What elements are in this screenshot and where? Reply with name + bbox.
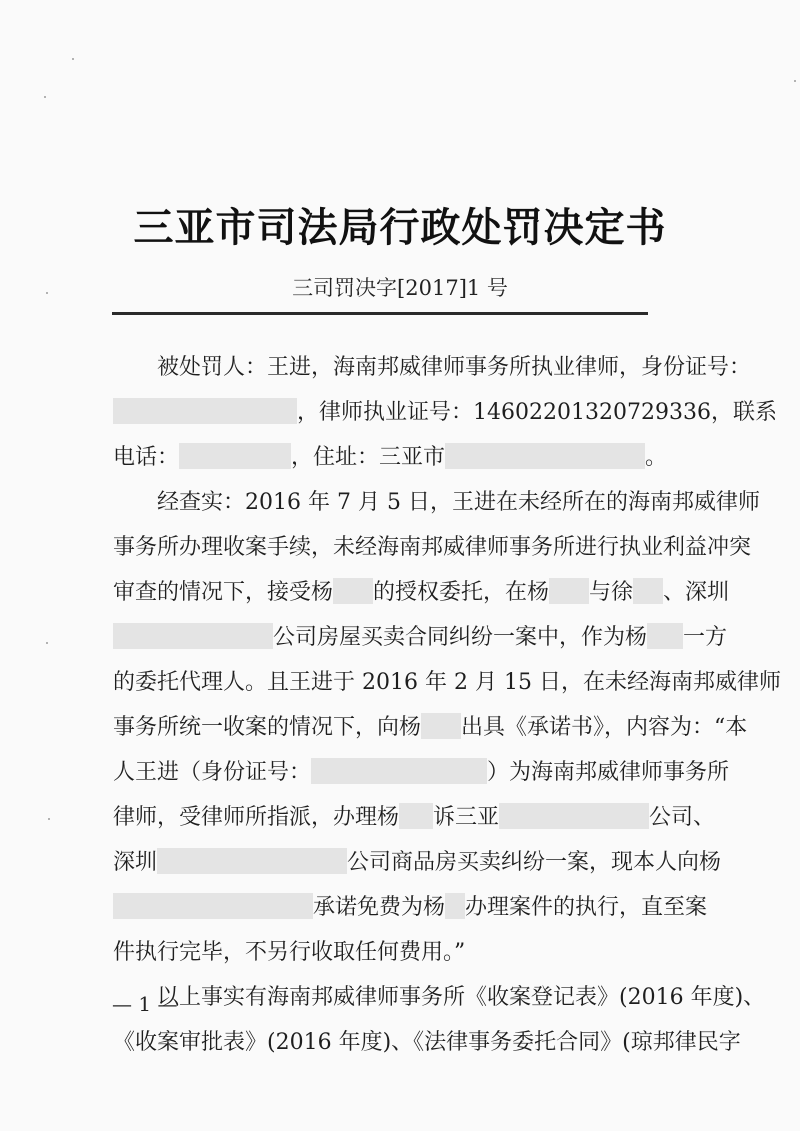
text-segment: 律师，受律师所指派，办理杨 (113, 805, 400, 830)
text-segment: 经查实：2016 年 7 月 5 日，王进在未经所在的海南邦威律师 (157, 490, 760, 515)
scan-speck (72, 58, 74, 60)
body-line (113, 712, 748, 757)
body-line (113, 937, 713, 982)
redacted-block (311, 758, 487, 784)
redacted-block (647, 623, 683, 649)
body-line (113, 622, 728, 667)
text-segment: 办理案件的执行，直至案 (465, 895, 708, 920)
text-segment: 、深圳 (663, 580, 730, 605)
text-segment: ，住址：三亚市 (291, 445, 446, 470)
body-line (113, 442, 713, 487)
document-number: 三司罚决字[2017]1 号 (292, 276, 508, 300)
text-segment: 公司商品房买卖纠纷一案，现本人向杨 (347, 850, 722, 875)
redacted-block (157, 848, 347, 874)
body-line (113, 757, 730, 802)
redacted-block (421, 713, 461, 739)
text-segment: 出具《承诺书》，内容为：“本 (461, 715, 748, 740)
redacted-block (499, 803, 649, 829)
body-line (113, 667, 781, 712)
text-segment: 的授权委托，在杨 (373, 580, 550, 605)
text-segment: 以上事实有海南邦威律师事务所《收案登记表》(2016 年度)、 (157, 985, 766, 1010)
text-segment: 诉三亚 (433, 805, 500, 830)
text-segment: 事务所办理收案手续，未经海南邦威律师事务所进行执业利益冲突 (113, 535, 752, 560)
redacted-block (549, 578, 589, 604)
scan-speck (794, 80, 796, 82)
redacted-block (113, 623, 273, 649)
document-title: 三亚市司法局行政处罚决定书 (133, 204, 667, 251)
scan-speck (46, 642, 48, 644)
redacted-block (179, 443, 291, 469)
text-segment: ，律师执业证号：14602201320729336，联系 (297, 400, 777, 425)
text-segment: 事务所统一收案的情况下，向杨 (113, 715, 422, 740)
text-segment: 公司、 (649, 805, 716, 830)
body-line (113, 397, 777, 442)
body-line (113, 892, 713, 937)
scan-speck (46, 292, 48, 294)
text-segment: 人王进（身份证号： (113, 760, 312, 785)
redacted-block (399, 803, 433, 829)
text-segment: 电话： (113, 445, 180, 470)
text-segment: 件执行完毕，不另行收取任何费用。” (113, 940, 466, 965)
body-line (113, 487, 760, 532)
body-line (113, 532, 752, 577)
redacted-block (333, 578, 373, 604)
redacted-block (113, 893, 313, 919)
document-body (113, 352, 781, 1072)
body-line (113, 352, 752, 397)
text-segment: 审查的情况下，接受杨 (113, 580, 334, 605)
body-line (113, 577, 730, 622)
header-divider (112, 312, 648, 315)
page-number: — 1 — (112, 992, 178, 1016)
text-segment: 的委托代理人。且王进于 2016 年 2 月 15 日，在未经海南邦威律师 (113, 670, 781, 695)
redacted-block (445, 893, 465, 919)
text-segment: 深圳 (113, 850, 158, 875)
text-segment: 与徐 (589, 580, 634, 605)
body-line (113, 982, 766, 1027)
scan-speck (48, 818, 50, 820)
redacted-block (633, 578, 663, 604)
redacted-block (445, 443, 645, 469)
redacted-block (113, 398, 297, 424)
text-segment: 公司房屋买卖合同纠纷一案中，作为杨 (273, 625, 648, 650)
body-line (113, 802, 716, 847)
text-segment: 被处罚人：王进，海南邦威律师事务所执业律师，身份证号： (157, 355, 752, 380)
body-line (113, 1027, 741, 1072)
text-segment: 一方 (683, 625, 728, 650)
text-segment: ）为海南邦威律师事务所 (487, 760, 730, 785)
text-segment: 承诺免费为杨 (313, 895, 446, 920)
scan-speck (44, 96, 46, 98)
body-line (113, 847, 722, 892)
text-segment: 。 (645, 445, 668, 470)
text-segment: 《收案审批表》(2016 年度)、《法律事务委托合同》(琼邦律民字 (113, 1030, 741, 1055)
